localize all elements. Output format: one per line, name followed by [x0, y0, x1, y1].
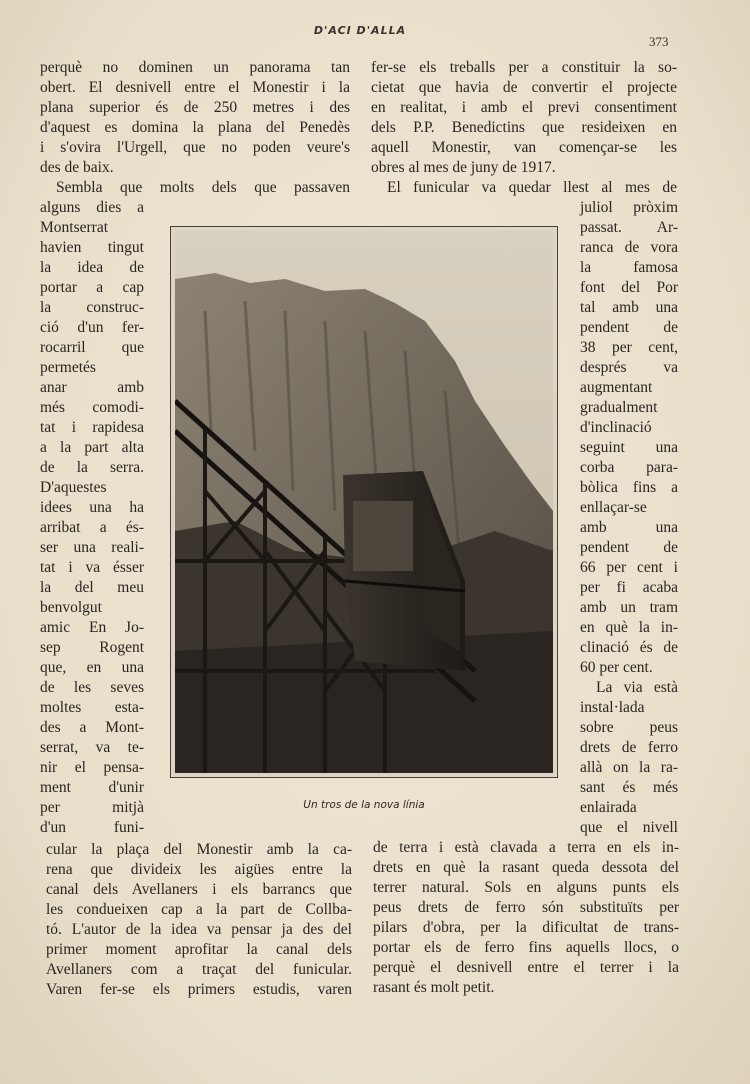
text-line: clinació és de: [580, 639, 678, 656]
text-line: cular la plaça del Monestir amb la ca-: [46, 841, 352, 858]
text-line: aquell Monestir, van començar-se les: [371, 139, 677, 156]
text-line: que, en una: [40, 659, 144, 676]
text-line: obres al mes de juny de 1917.: [371, 159, 556, 176]
text-line: amb una: [580, 519, 678, 536]
text-line: amic En Jo-: [40, 619, 144, 636]
text-line: pilars d'obra, per la dificultat de trans-: [373, 919, 679, 936]
text-line: Avellaners com a traçat del funicular.: [46, 961, 352, 978]
text-line: rasant és molt petit.: [373, 979, 495, 996]
text-line: ser una reali-: [40, 539, 144, 556]
text-line: arribat a és-: [40, 519, 144, 536]
text-line: sant és més: [580, 779, 678, 796]
text-line: alguns dies a: [40, 199, 144, 216]
text-line: d'inclinació: [580, 419, 652, 436]
text-line: juliol pròxim: [580, 199, 678, 216]
text-line: portar els de ferro fins aquells llocs, o: [373, 939, 679, 956]
text-line: més comodi-: [40, 399, 144, 416]
text-line: 66 per cent i: [580, 559, 678, 576]
text-line: des de baix.: [40, 159, 114, 176]
text-line: benvolgut: [40, 599, 102, 616]
text-line: tó. L'autor de la idea va pensar ja des del: [46, 921, 352, 938]
text-line: d'aquest es domina la plana del Penedès: [40, 119, 350, 136]
text-line: D'aquestes: [40, 479, 107, 496]
text-line: bòlica fins a: [580, 479, 678, 496]
text-line: passat. Ar-: [580, 219, 678, 236]
text-line: per mitjà: [40, 799, 144, 816]
text-line: de terra i està clavada a terra en els in-: [373, 839, 679, 856]
text-line: allà on la ra-: [580, 759, 678, 776]
page-number: 373: [649, 34, 669, 49]
text-line: El funicular va quedar llest al mes de: [387, 179, 677, 196]
left-column-top: [40, 58, 350, 198]
text-line: canal dels Avellaners i els barrancs que: [46, 881, 352, 898]
text-line: la del meu: [40, 579, 144, 596]
text-line: 60 per cent.: [580, 659, 653, 676]
text-line: tat i rapidesa: [40, 419, 144, 436]
text-line: peus drets de ferro són substituïts per: [373, 899, 679, 916]
text-line: de les seves: [40, 679, 144, 696]
text-line: corba para-: [580, 459, 678, 476]
left-column-bottom: [46, 840, 352, 1000]
text-line: tat i va ésser: [40, 559, 144, 576]
text-line: Varen fer-se els primers estudis, varen: [46, 981, 352, 998]
text-line: sep Rogent: [40, 639, 144, 656]
text-line: augmentant: [580, 379, 653, 396]
text-line: després va: [580, 359, 678, 376]
text-line: moltes esta-: [40, 699, 144, 716]
funicular-photo-image: [175, 231, 553, 773]
text-line: cietat que havia de convertir el projecte: [371, 79, 677, 96]
text-line: enllaçar-se: [580, 499, 647, 516]
text-line: les condueixen cap a la part de Collba-: [46, 901, 352, 918]
text-line: plana superior és de 250 metres i des: [40, 99, 350, 116]
text-line: a la part alta: [40, 439, 144, 456]
text-line: i s'ovira l'Urgell, que no poden veure's: [40, 139, 350, 156]
text-line: ció d'un fer-: [40, 319, 144, 336]
text-line: havien tingut: [40, 239, 144, 256]
text-line: permetés: [40, 359, 96, 376]
text-line: perquè el desnivell entre el terrer i la: [373, 959, 679, 976]
text-line: dels P.P. Benedictins que resideixen en: [371, 119, 677, 136]
text-line: primer moment aprofitar la canal dels: [46, 941, 352, 958]
text-line: nir el pensa-: [40, 759, 144, 776]
running-title: D'ACI D'ALLA: [313, 24, 407, 37]
text-line: que el nivell: [580, 819, 678, 836]
text-line: en realitat, i amb el previ consentiment: [371, 99, 677, 116]
text-line: ranca de vora: [580, 239, 678, 256]
text-line: perquè no dominen un panorama tan: [40, 59, 350, 76]
text-line: la construc-: [40, 299, 144, 316]
text-line: pendent de: [580, 319, 678, 336]
text-line: per fi acaba: [580, 579, 678, 596]
text-line: rena que divideix les aigües entre la: [46, 861, 352, 878]
text-line: de la serra.: [40, 459, 144, 476]
text-line: d'un funi-: [40, 819, 144, 836]
text-line: enlairada: [580, 799, 637, 816]
text-line: la idea de: [40, 259, 144, 276]
text-line: rocarril que: [40, 339, 144, 356]
text-line: portar a cap: [40, 279, 144, 296]
text-line: drets en què la rasant queda dessota del: [373, 859, 679, 876]
text-line: idees una ha: [40, 499, 144, 516]
text-line: amb un tram: [580, 599, 678, 616]
text-line: des a Mont-: [40, 719, 144, 736]
text-line: ment d'unir: [40, 779, 144, 796]
text-line: la famosa: [580, 259, 678, 276]
text-line: La via està: [596, 679, 678, 696]
text-line: obert. El desnivell entre el Monestir i la: [40, 79, 350, 96]
text-line: fer-se els treballs per a constituir la so-: [371, 59, 677, 76]
text-line: pendent de: [580, 539, 678, 556]
right-column-narrow: [580, 198, 678, 838]
text-line: font del Por: [580, 279, 678, 296]
text-line: terrer natural. Sols en alguns punts els: [373, 879, 679, 896]
text-line: en què la in-: [580, 619, 678, 636]
text-line: gradualment: [580, 399, 658, 416]
text-line: seguint una: [580, 439, 678, 456]
funicular-photograph: [170, 226, 558, 778]
text-line: tal amb una: [580, 299, 678, 316]
right-column-top: [371, 58, 677, 198]
left-column-narrow: [40, 198, 144, 838]
text-line: serrat, va te-: [40, 739, 144, 756]
text-line: anar amb: [40, 379, 144, 396]
text-line: 38 per cent,: [580, 339, 678, 356]
figure-caption: Un tros de la nova línia: [303, 799, 425, 811]
right-column-bottom: [373, 838, 679, 998]
text-line: drets de ferro: [580, 739, 678, 756]
text-line: instal·lada: [580, 699, 645, 716]
text-line: sobre peus: [580, 719, 678, 736]
text-line: Sembla que molts dels que passaven: [56, 179, 350, 196]
text-line: Montserrat: [40, 219, 109, 236]
